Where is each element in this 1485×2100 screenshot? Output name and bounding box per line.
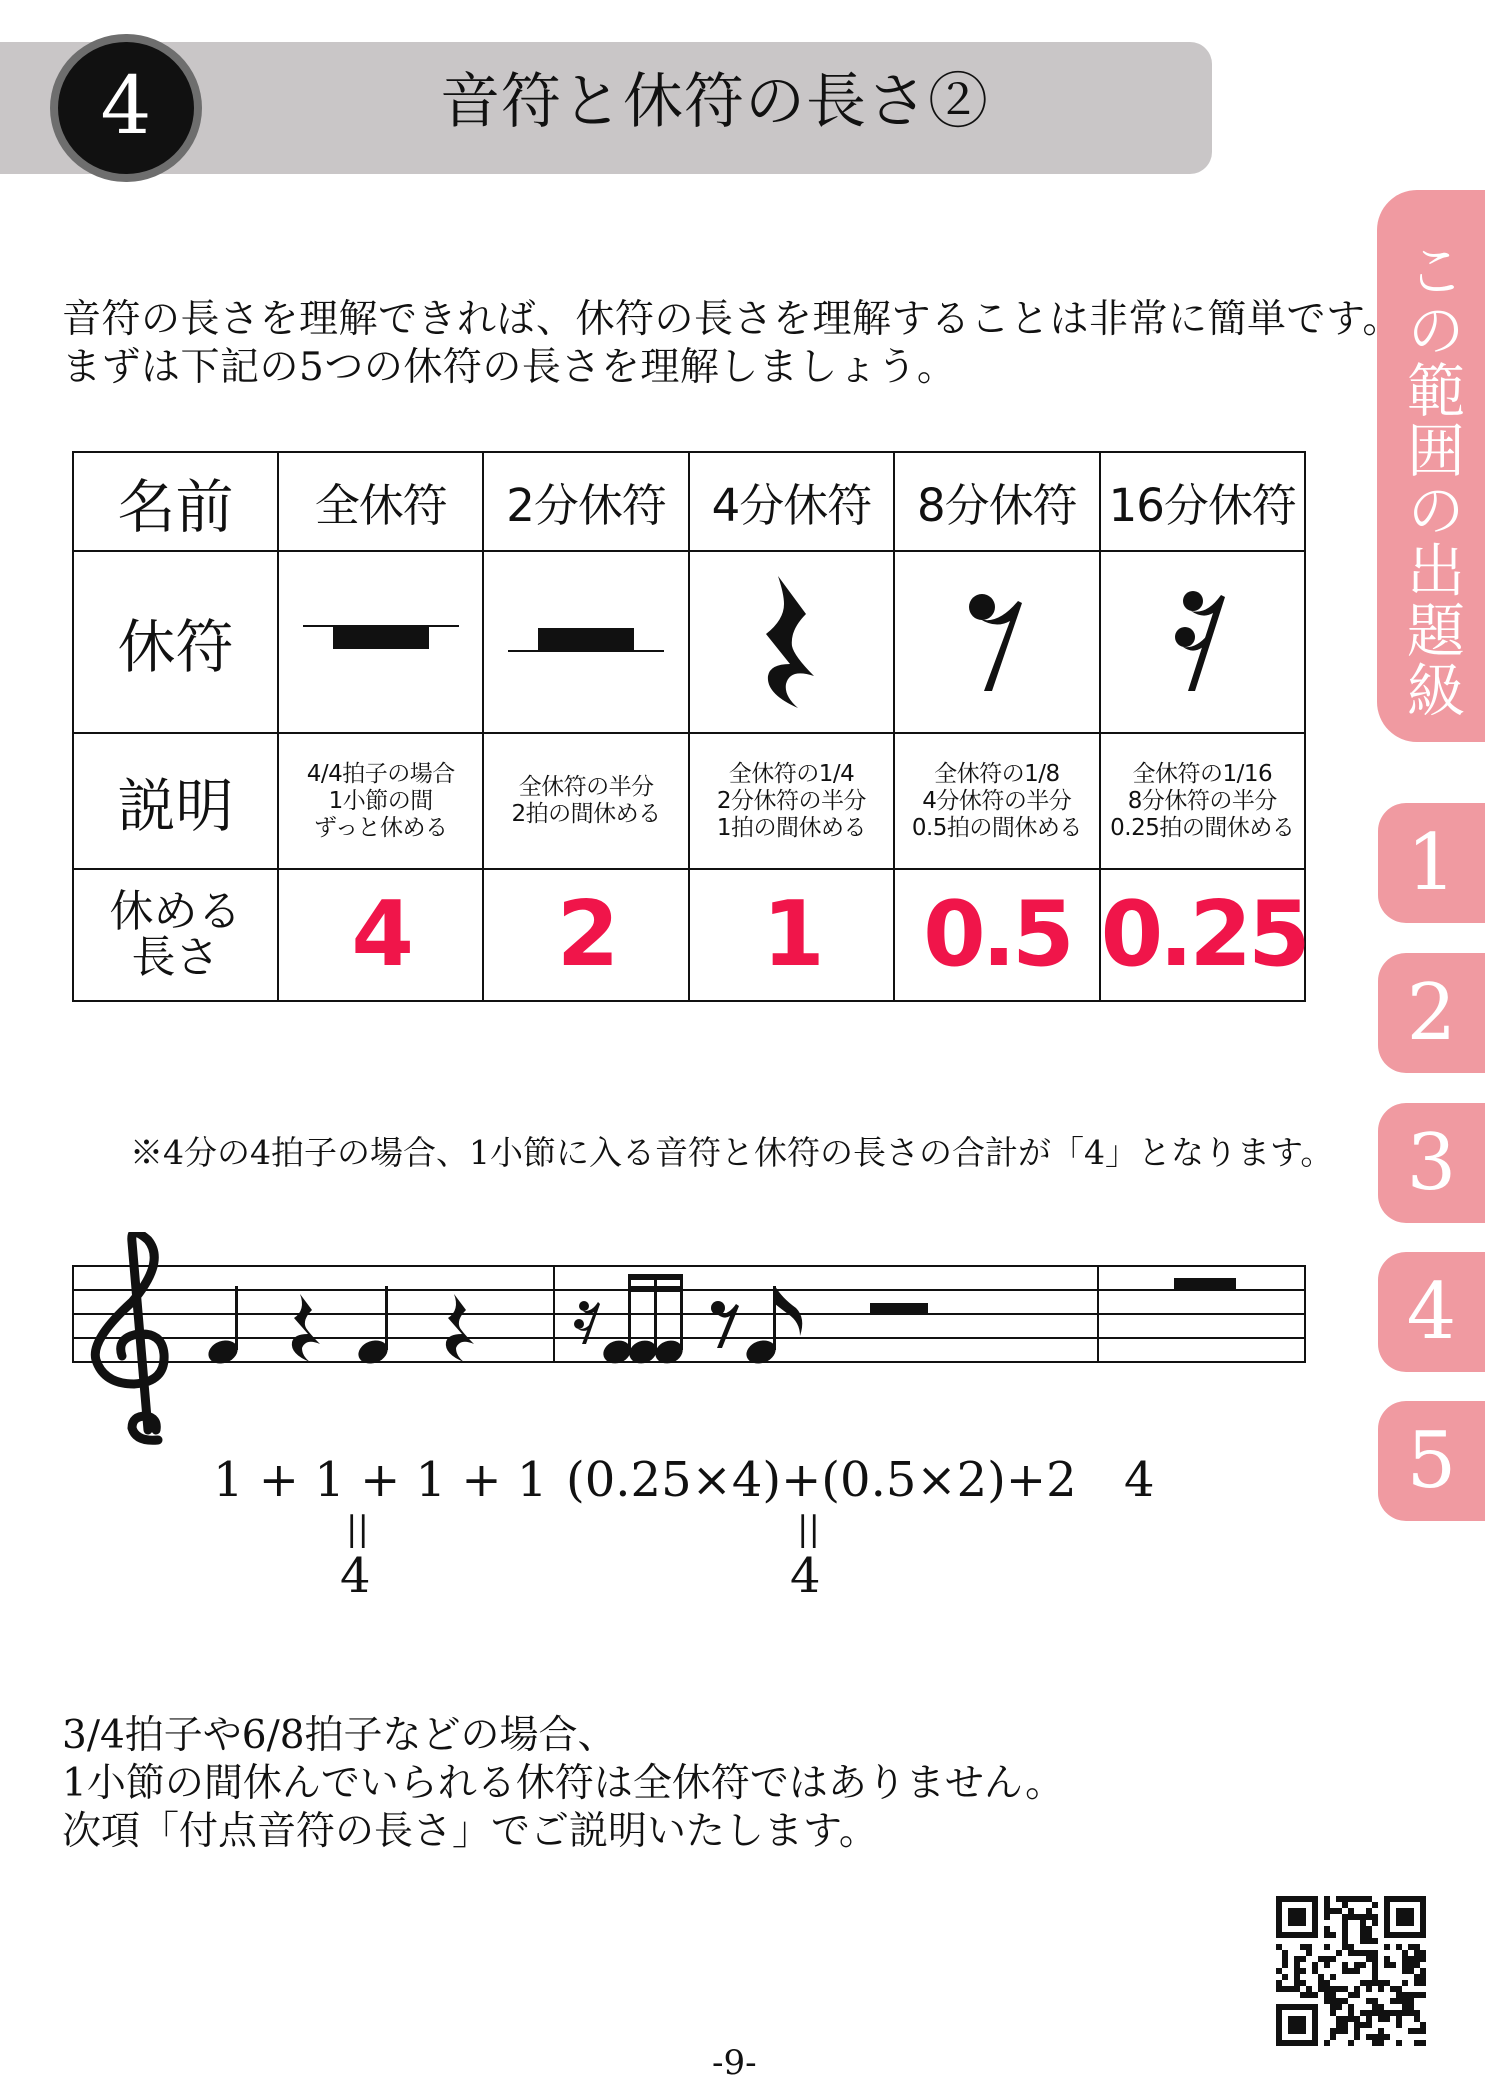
eighth-rest-cell <box>894 551 1099 733</box>
measure-3-sum: 4 <box>1124 1452 1155 1508</box>
level-tab-label: 3 <box>1406 1118 1457 1208</box>
measure-3-whole-rest <box>1174 1278 1236 1291</box>
level-tab-1[interactable] <box>1378 803 1485 923</box>
level-tab-3[interactable] <box>1378 1103 1485 1223</box>
quarter-rest-icon <box>756 572 826 712</box>
row-header-length: 休める 長さ <box>73 869 278 1001</box>
rest-description: 全休符の半分 2拍の間休める <box>483 733 688 869</box>
measure-1-result: 4 <box>340 1548 371 1604</box>
staff-lines <box>72 1266 1306 1362</box>
measure-2-equals: || <box>797 1509 820 1549</box>
measure-1-sum: 1 + 1 + 1 + 1 <box>213 1452 548 1508</box>
table-row-name <box>73 452 1305 551</box>
eighth-rest-icon <box>962 587 1032 697</box>
row-header-rest: 休符 <box>73 551 278 733</box>
exam-range-label: この範囲の出題級 <box>1397 240 1465 720</box>
rest-length-value: 0.5 <box>894 869 1099 1001</box>
row-header-description: 説明 <box>73 733 278 869</box>
exam-range-tab[interactable] <box>1377 190 1485 742</box>
measure-2-result: 4 <box>790 1548 821 1604</box>
rest-description: 全休符の1/8 4分休符の半分 0.5拍の間休める <box>894 733 1099 869</box>
level-tab-label: 2 <box>1406 968 1457 1058</box>
measure-1-notes <box>205 1286 474 1367</box>
rest-length-value: 4 <box>278 869 483 1001</box>
level-tab-2[interactable] <box>1378 953 1485 1073</box>
level-tab-label: 1 <box>1406 818 1457 908</box>
rest-description: 全休符の1/4 2分休符の半分 1拍の間休める <box>689 733 894 869</box>
rest-length-table <box>72 451 1306 1002</box>
intro-line-1: 音符の長さを理解できれば、休符の長さを理解することは非常に簡単です。 <box>62 297 1402 342</box>
four-four-note: ※4分の4拍子の場合、1小節に入る音符と休符の長さの合計が「4」となります。 <box>130 1133 1334 1172</box>
level-tab-4[interactable] <box>1378 1252 1485 1372</box>
chapter-number-badge <box>50 34 202 182</box>
closing-text: 3/4拍子や6/8拍子などの場合、 1小節の間休んでいられる休符は全休符ではありません。 次項「付点音符の長さ」でご説明いたします。 <box>62 1713 1065 1854</box>
measure-2-notes <box>574 1274 928 1367</box>
row-header-name: 名前 <box>73 452 278 551</box>
rest-length-value: 0.25 <box>1100 869 1305 1001</box>
quarter-rest-cell <box>689 551 894 733</box>
page-title: 音符と休符の長さ② <box>440 67 989 137</box>
intro-text <box>62 296 1402 392</box>
table-row-description <box>73 733 1305 869</box>
level-tab-label: 5 <box>1406 1416 1457 1506</box>
whole-rest-icon <box>301 622 461 662</box>
sixteenth-rest-icon <box>1167 587 1237 697</box>
measure-1-equals: || <box>346 1509 369 1549</box>
treble-clef-icon <box>95 1232 164 1440</box>
rest-description: 4/4拍子の場合 1小節の間 ずっと休める <box>278 733 483 869</box>
rest-name: 全休符 <box>278 452 483 551</box>
page-number: -9- <box>712 2043 757 2083</box>
table-row-symbol <box>73 551 1305 733</box>
whole-rest-cell <box>278 551 483 733</box>
music-staff-example <box>72 1232 1312 1482</box>
rest-name: 2分休符 <box>483 452 688 551</box>
sixteenth-rest-cell <box>1100 551 1305 733</box>
rest-length-value: 2 <box>483 869 688 1001</box>
intro-line-2: まずは下記の5つの休符の長さを理解しましょう。 <box>62 345 957 390</box>
rest-name: 4分休符 <box>689 452 894 551</box>
half-rest-cell <box>483 551 688 733</box>
half-rest-icon <box>506 622 666 662</box>
table-row-length <box>73 869 1305 1001</box>
qr-code-icon[interactable] <box>1276 1896 1426 2046</box>
rest-description: 全休符の1/16 8分休符の半分 0.25拍の間休める <box>1100 733 1305 869</box>
level-tab-5[interactable] <box>1378 1401 1485 1521</box>
rest-length-value: 1 <box>689 869 894 1001</box>
rest-name: 16分休符 <box>1100 452 1305 551</box>
chapter-number: 4 <box>100 59 152 152</box>
measure-2-sum: (0.25×4)+(0.5×2)+2 <box>566 1452 1077 1508</box>
rest-name: 8分休符 <box>894 452 1099 551</box>
level-tab-label: 4 <box>1406 1267 1457 1357</box>
